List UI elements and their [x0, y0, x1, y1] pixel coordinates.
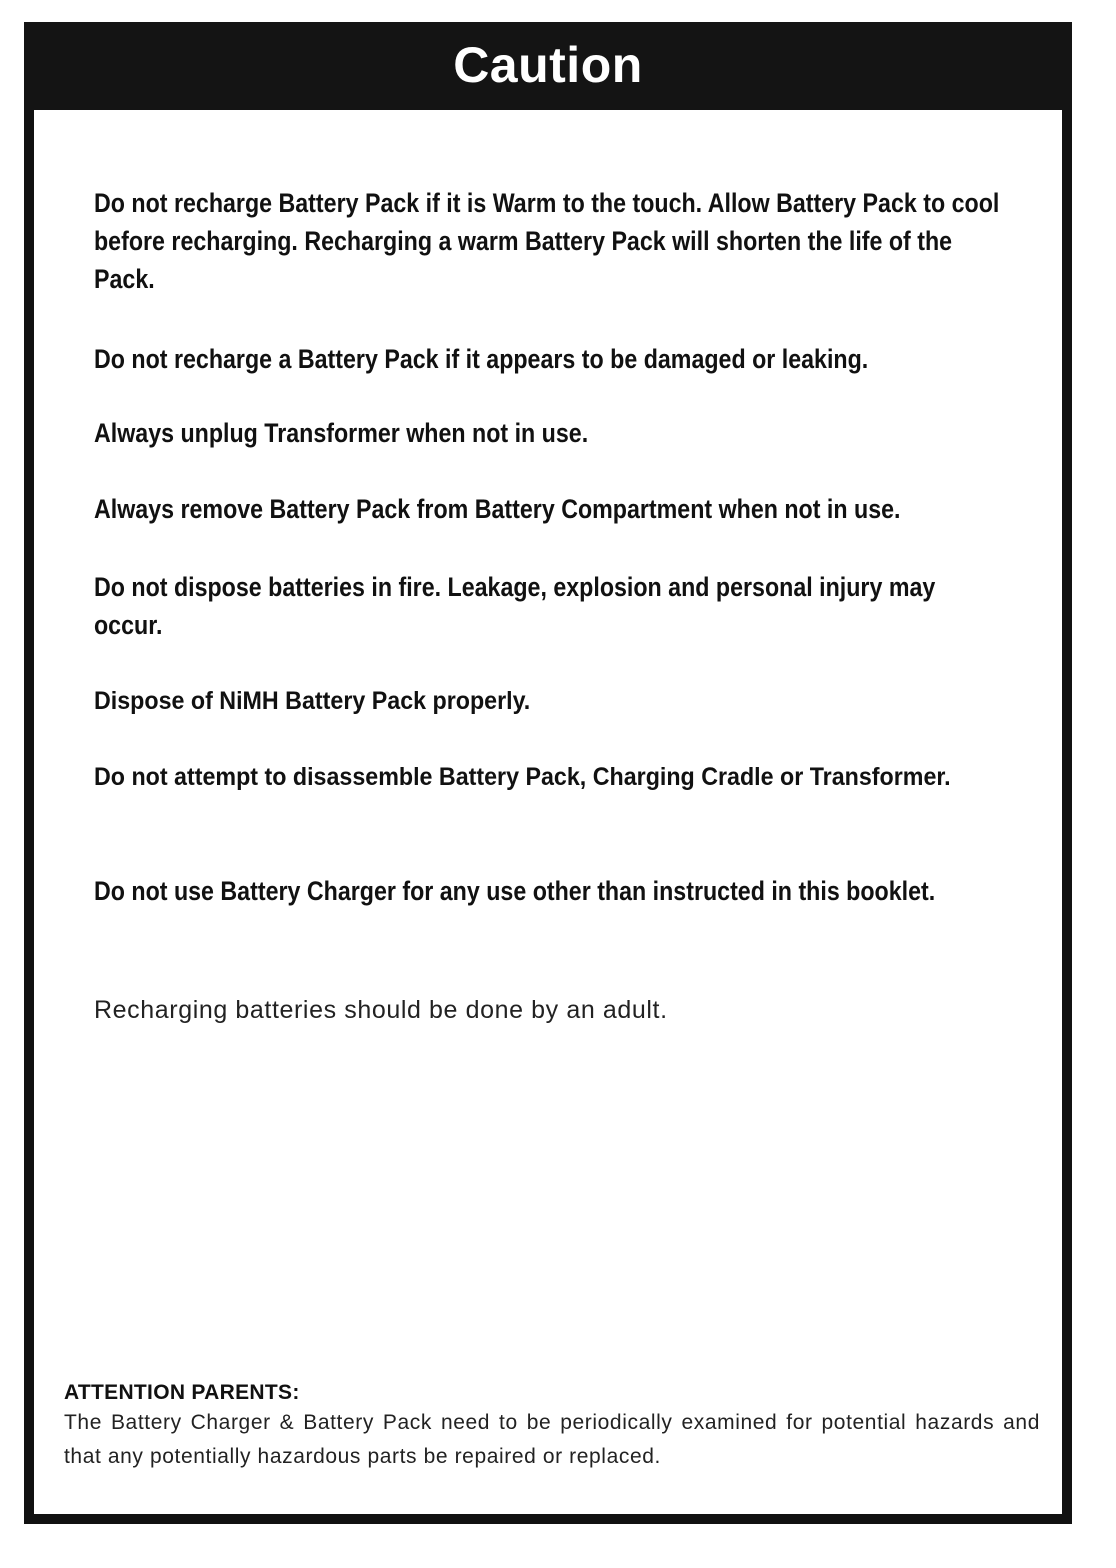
warning-dispose-properly: Dispose of NiMH Battery Pack properly. — [94, 687, 531, 715]
warning-fire-disposal: Do not dispose batteries in fire. Leakage, explosion and personal injury may occur. — [94, 572, 936, 640]
warning-damaged-pack: Do not recharge a Battery Pack if it appears to be damaged or leaking. — [94, 344, 869, 374]
attention-parents-text: The Battery Charger & Battery Pack need to be periodically examined for potential hazards and that any potentially hazardous parts be repaired or replaced. — [64, 1411, 1040, 1468]
caution-header — [24, 22, 1072, 110]
warning-warm-pack: Do not recharge Battery Pack if it is Warm to the touch. Allow Battery Pack to cool before recharging. Recharging a warm Battery Pack will shorten the life of the Pack. — [94, 188, 1000, 294]
adult-supervision-note: Recharging batteries should be done by an adult. — [94, 996, 668, 1024]
warning-intended-use: Do not use Battery Charger for any use other than instructed in this booklet. — [94, 876, 936, 906]
warning-disassemble: Do not attempt to disassemble Battery Pack, Charging Cradle or Transformer. — [94, 763, 951, 791]
warning-unplug-transformer: Always unplug Transformer when not in use. — [94, 418, 589, 448]
warning-remove-pack: Always remove Battery Pack from Battery Compartment when not in use. — [94, 494, 901, 524]
attention-parents-heading: ATTENTION PARENTS: — [64, 1381, 300, 1404]
page-title: Caution — [453, 37, 643, 93]
